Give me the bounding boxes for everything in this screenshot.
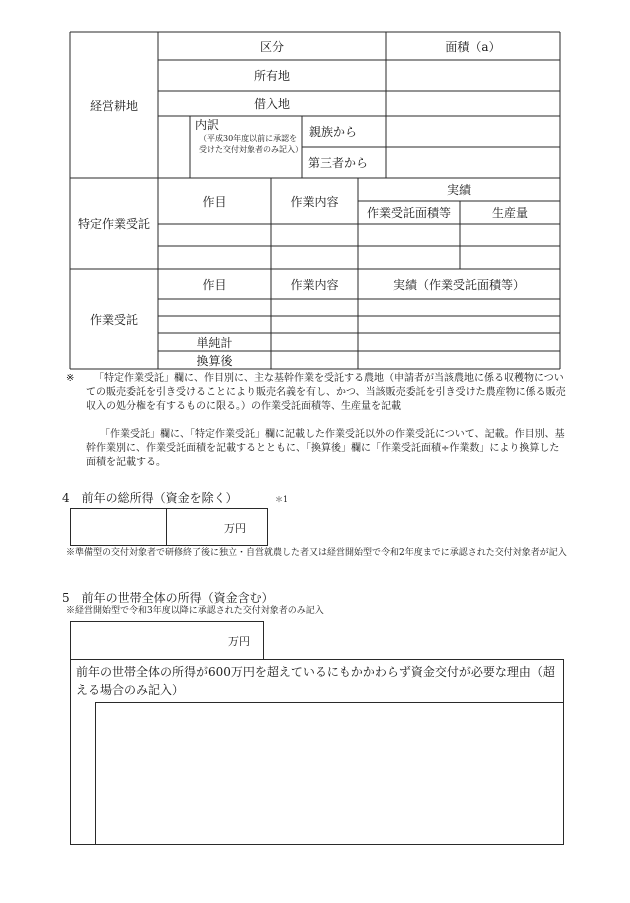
reason-label: 前年の世帯全体の所得が600万円を超えているにもかかわらず資金交付が必要な理由（超える場合のみ記入） (76, 665, 555, 697)
section5-note: ※経営開始型で令和3年度以降に承認された交付対象者のみ記入 (66, 606, 324, 616)
section4-heading: 4 前年の総所得（資金を除く） (62, 491, 238, 505)
total-income-divider (166, 508, 167, 546)
from-third-party-label: 第三者から (307, 156, 368, 170)
farmland-label: 経営耕地 (89, 98, 138, 113)
category-header: 区分 (259, 39, 284, 54)
converted-label: 換算後 (196, 353, 233, 368)
simple-total-label: 単純計 (196, 335, 233, 350)
specific-contract-label: 特定作業受託 (77, 217, 150, 231)
contracted-area-header: 作業受託面積等 (366, 206, 451, 220)
note-mark: ※ (66, 373, 75, 384)
note-para-2: 「作業受託」欄に、「特定作業受託」欄に記載した作業受託以外の作業受託について、記載。作目別、基幹作業別に、作業受託面積を記載するとともに、「換算後」欄に「作業受託面積÷作業数」により換算した面積を記載する。 (86, 429, 565, 468)
note-para-1: 「特定作業受託」欄に、作目別に、主な基幹作業を受託する農地（申請者が当該農地に係る収穫物についての販売委託を引き受けることにより販売名義を有し、かつ、当該販売委託を引き受けた農産物に係る販売収入の処分権を有するものに限る。）の作業受託面積等、生産量を記載 (86, 373, 566, 412)
work-contract-label: 作業受託 (89, 312, 138, 327)
breakdown-label: 内訳 (195, 118, 220, 132)
household-income-unit: 万円 (228, 635, 250, 648)
work-content-header-2: 作業内容 (290, 277, 339, 292)
work-content-header-1: 作業内容 (290, 194, 339, 209)
section4-mark: ＊1 (275, 495, 289, 504)
total-income-unit: 万円 (224, 522, 246, 535)
crop-header-1: 作目 (202, 194, 227, 209)
from-relatives-label: 親族から (308, 125, 357, 139)
owned-land-label: 所有地 (253, 69, 290, 83)
reason-input-area[interactable] (95, 702, 564, 845)
area-header: 面積（a） (445, 39, 501, 54)
section4-note: ※準備型の交付対象者で研修終了後に独立・自営就農した者又は経営開始型で令和2年度までに承認された交付対象者が記入 (66, 548, 567, 558)
crop-header-2: 作目 (202, 277, 227, 292)
production-header: 生産量 (491, 206, 528, 220)
breakdown-note: （平成30年度以前に承認を受けた交付対象者のみ記入） (199, 134, 303, 154)
results-full-header: 実績（作業受託面積等） (392, 277, 525, 292)
section5-heading: 5 前年の世帯全体の所得（資金含む） (62, 591, 274, 605)
leased-land-label: 借入地 (253, 97, 290, 111)
breakdown-cell (195, 118, 301, 178)
results-header: 実績 (446, 183, 471, 197)
